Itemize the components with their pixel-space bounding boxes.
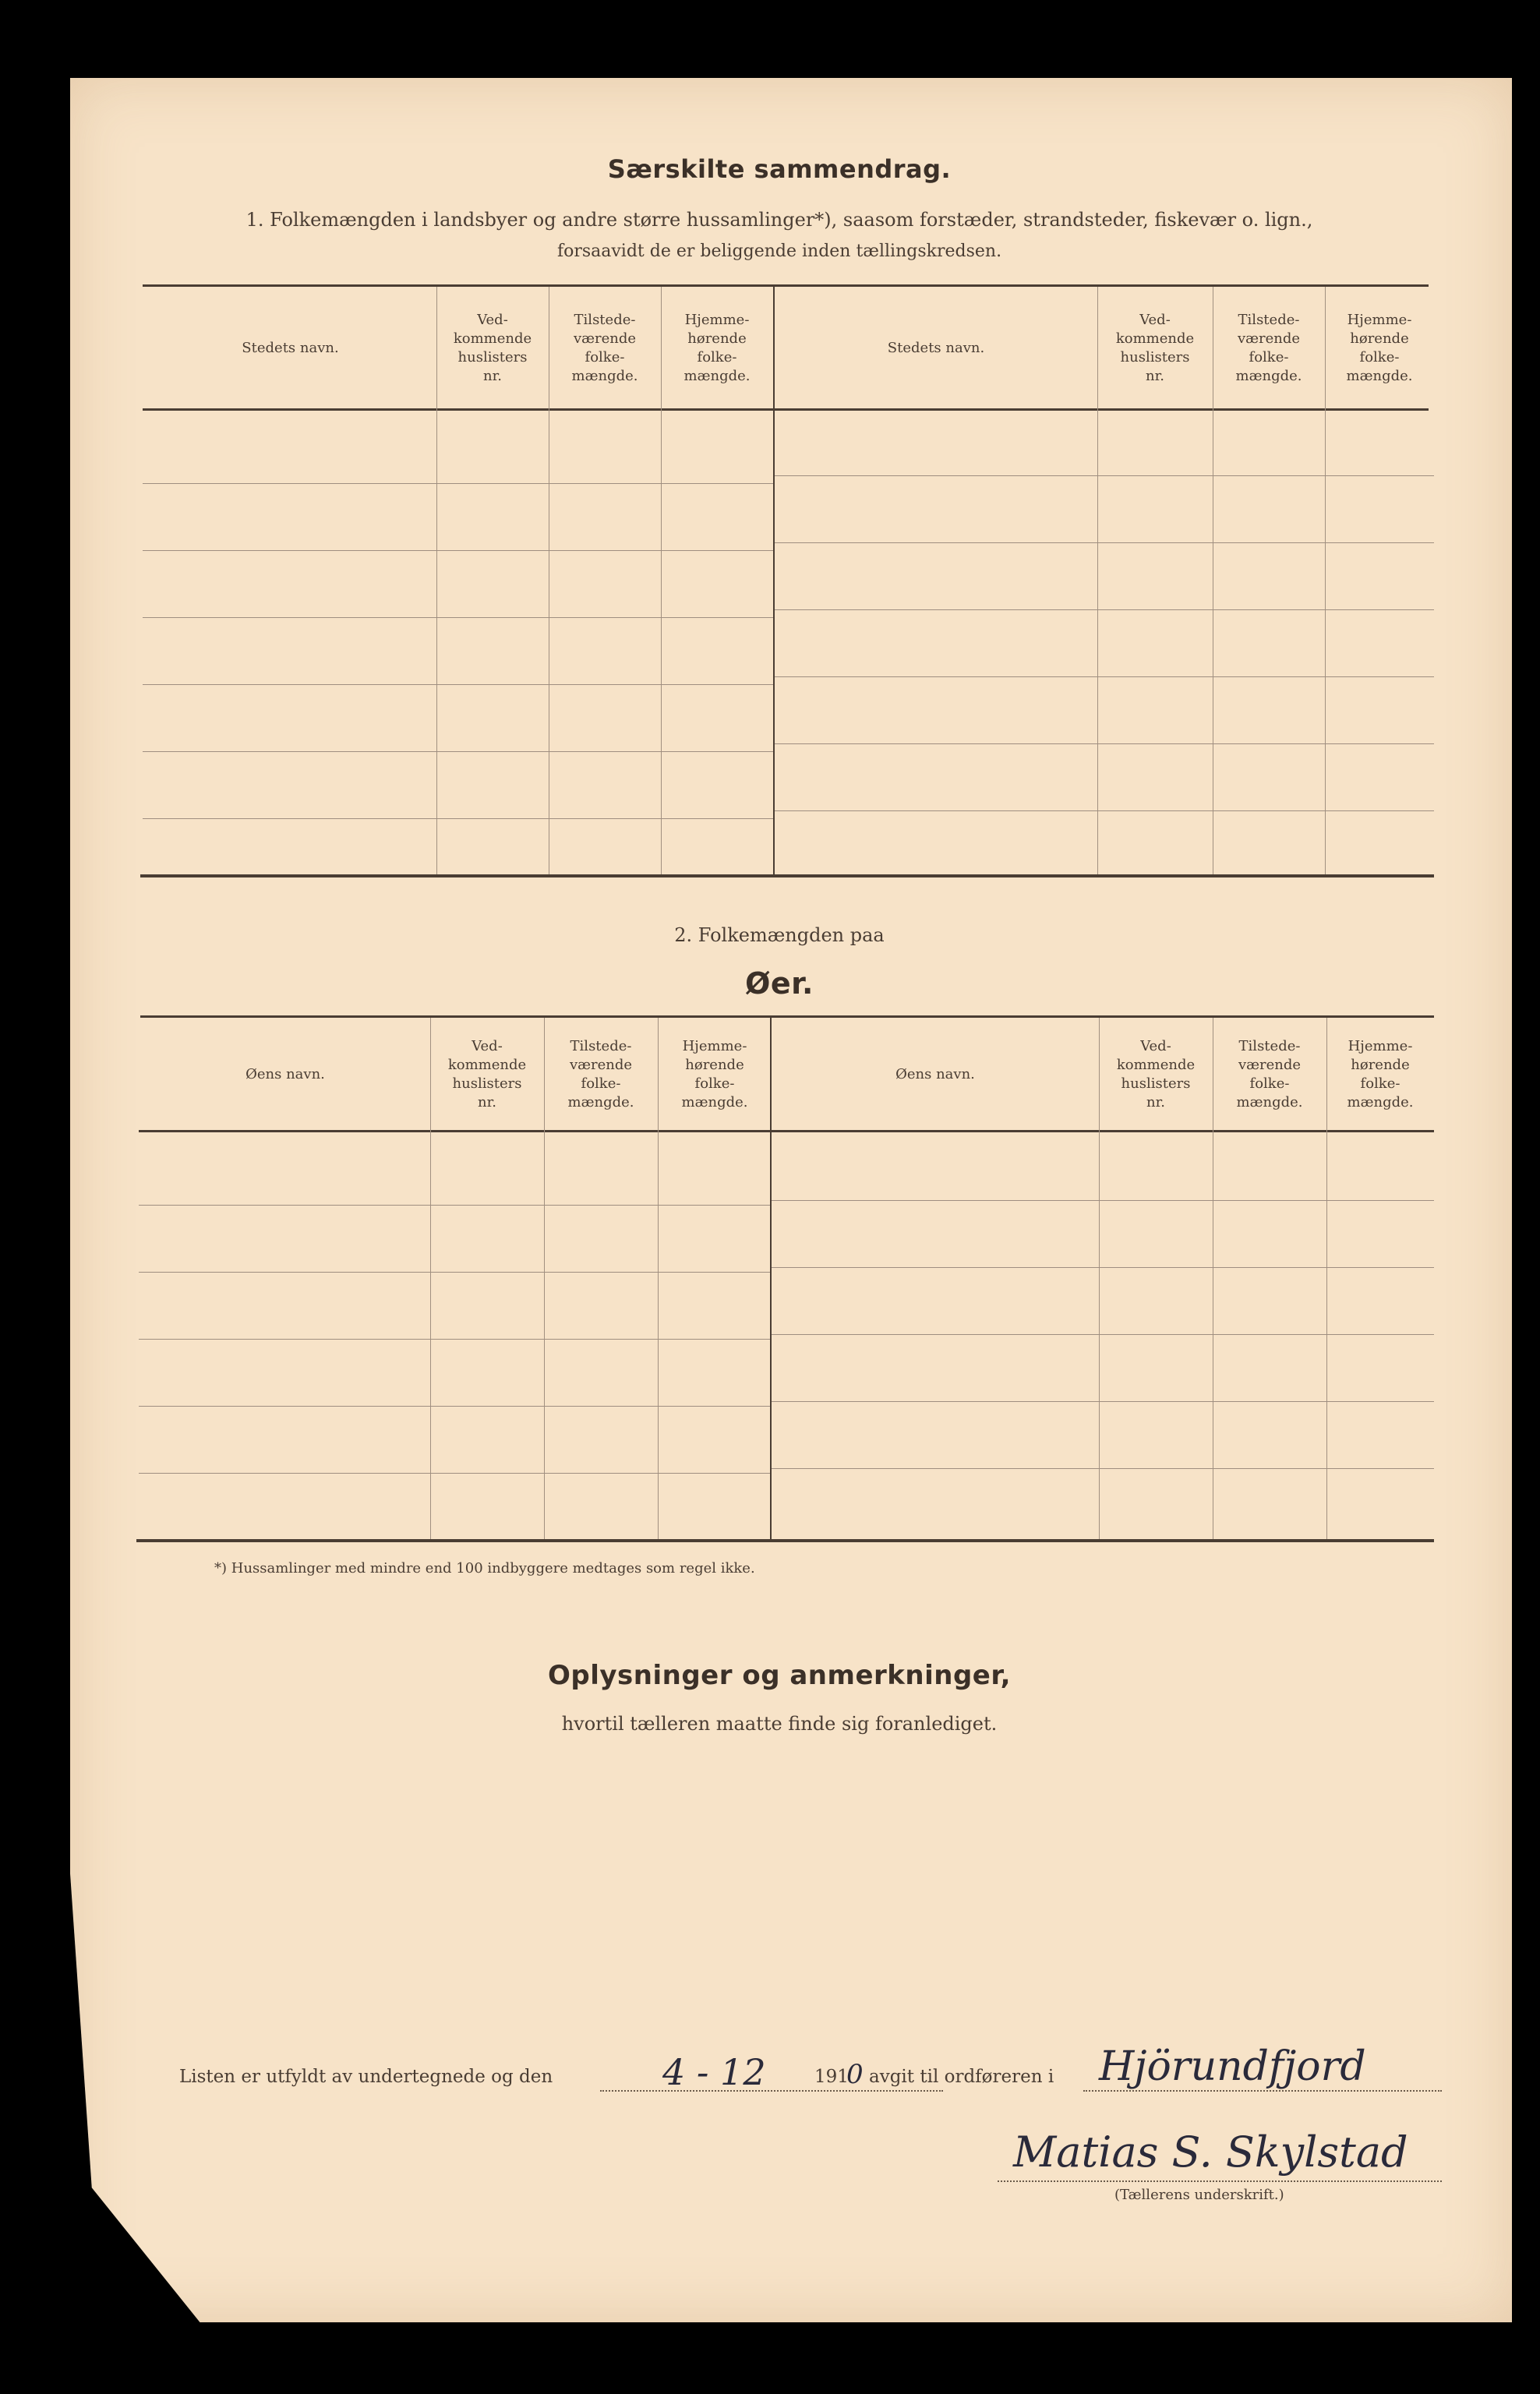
enumerator-signature: Matias S. Skylstad [1013,2127,1408,2177]
col-oens-navn-right: Øens navn. [895,1066,975,1082]
remarks-subtitle: hvortil tælleren maatte finde sig foranlediget. [561,1713,998,1735]
col-tilstede-right: Tilstede- værende folke- mængde. [1235,312,1302,384]
col-hjemme-right: Hjemme- hørende folke- mængde. [1346,312,1413,384]
col-tilstede-left: Tilstede- værende folke- mængde. [571,312,638,384]
signoff-year: 0 [846,2059,864,2090]
section1-intro-line1: 1. Folkemængden i landsbyer og andre større hussamlinger*), saasom forstæder, strandsteder, fiskevær o. lign., [245,209,1313,231]
col-huslisters-nr-left: Ved- kommende huslisters nr. [453,312,532,384]
col-stedets-navn-left: Stedets navn. [242,340,339,356]
section1-intro-line2: forsaavidt de er beliggende inden tællingskredsen. [556,242,1002,261]
signoff-prefix: Listen er utfyldt av undertegnede og den [179,2067,553,2087]
col-tilstede-right: Tilstede- værende folke- mængde. [1236,1038,1303,1110]
col-huslisters-nr-right: Ved- kommende huslisters nr. [1115,312,1195,384]
col-tilstede-left: Tilstede- værende folke- mængde. [567,1038,634,1110]
remarks-title: Oplysninger og anmerkninger, [547,1660,1012,1691]
col-huslisters-nr-right: Ved- kommende huslisters nr. [1116,1038,1196,1110]
signoff-year-prefix: 191 [814,2067,849,2087]
col-oens-navn-left: Øens navn. [245,1066,325,1082]
col-hjemme-left: Hjemme- hørende folke- mængde. [683,312,751,384]
signoff-middle: avgit til ordføreren i [869,2067,1054,2087]
signoff-place: Hjörundfjord [1099,2043,1366,2090]
col-huslisters-nr-left: Ved- kommende huslisters nr. [447,1038,527,1110]
col-hjemme-right: Hjemme- hørende folke- mængde. [1347,1038,1414,1110]
section2-title: Øer. [745,966,814,1001]
col-stedets-navn-right: Stedets navn. [887,340,985,356]
signoff-line [179,2043,1442,2104]
signature-caption: (Tællerens underskrift.) [1114,2187,1284,2203]
signoff-date: 4 - 12 [662,2051,766,2093]
col-hjemme-left: Hjemme- hørende folke- mængde. [681,1038,748,1110]
enumerator-signature-block [998,2120,1450,2213]
section2-intro: 2. Folkemængden paa [674,924,885,946]
section1-title: Særskilte sammendrag. [607,154,952,184]
footnote: *) Hussamlinger med mindre end 100 indbyggere medtages som regel ikke. [214,1560,755,1577]
